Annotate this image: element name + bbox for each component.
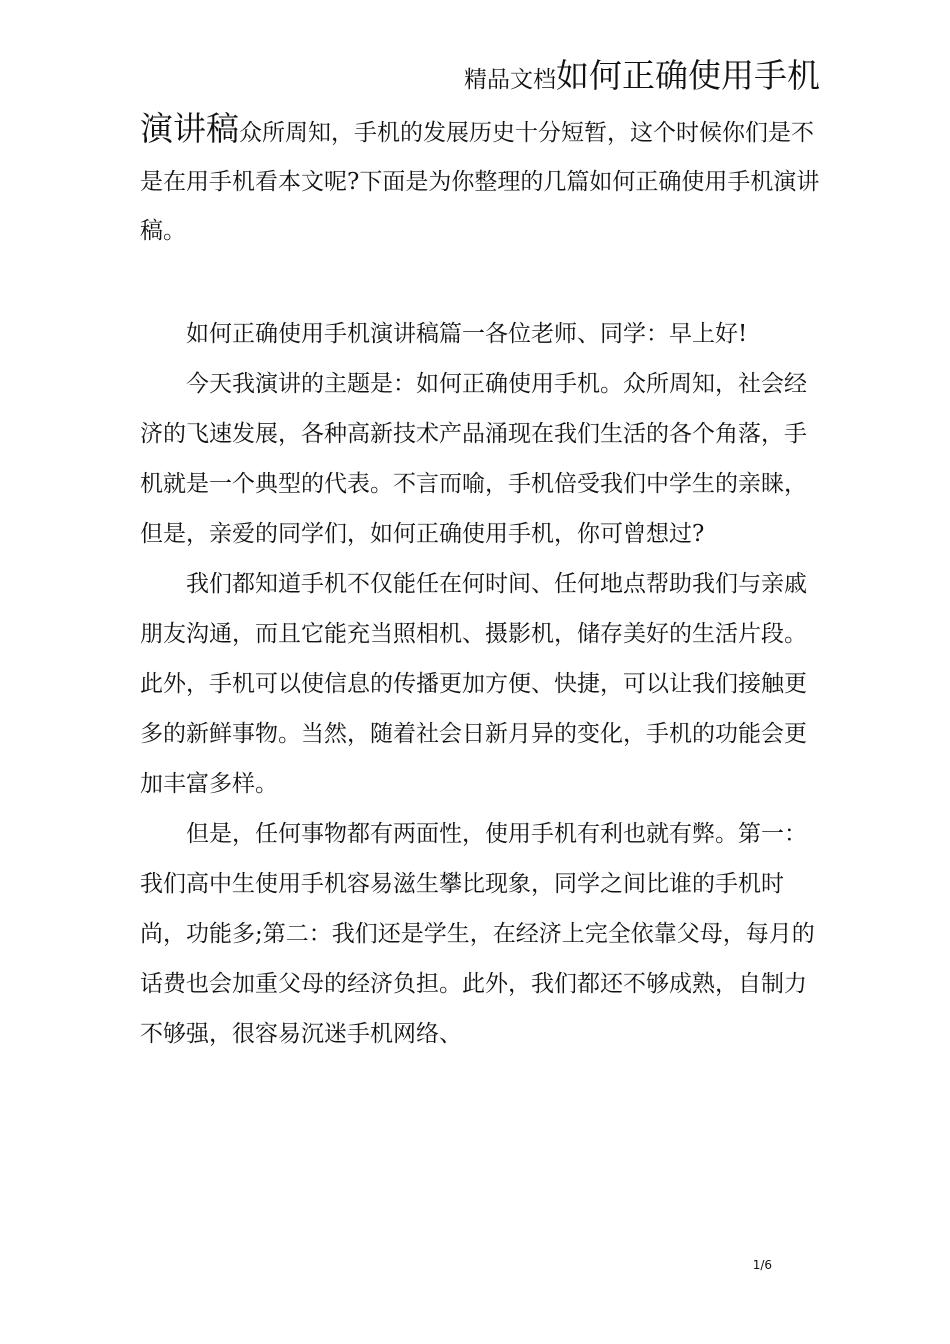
intro-text: 众所周知，手机的发展历史十分短暂，这个时候你们是不是在用手机看本文呢?下面是为你整理的几篇如何正确使用手机演讲稿。 [140,120,820,244]
body-text [140,309,822,1059]
header-label: 精品文档 [464,67,556,93]
document-header [140,56,820,102]
paragraph-3: 我们都知道手机不仅能任在何时间、任何地点帮助我们与亲戚朋友沟通，而且它能充当照相机、摄影机，储存美好的生活片段。此外，手机可以使信息的传播更加方便、快捷，可以让我们接触更多的新鲜事物。当然，随着社会日新月异的变化，手机的功能会更加丰富多样。 [140,571,807,797]
paragraph-2: 今天我演讲的主题是：如何正确使用手机。众所周知，社会经济的飞速发展，各种高新技术产品涌现在我们生活的各个角落，手机就是一个典型的代表。不言而喻，手机倍受我们中学生的亲睐，但是，亲爱的同学们，如何正确使用手机，你可曾想过? [140,371,807,547]
page-number: 1/6 [752,1258,772,1272]
header-title: 如何正确使用手机 [556,56,820,95]
intro-paragraph [140,104,822,256]
title-continuation: 演讲稿 [140,109,239,148]
paragraph-4: 但是，任何事物都有两面性，使用手机有利也就有弊。第一：我们高中生使用手机容易滋生攀比现象，同学之间比谁的手机时尚，功能多;第二：我们还是学生，在经济上完全依靠父母，每月的话费也会加重父母的经济负担。此外，我们都还不够成熟，自制力不够强，很容易沉迷手机网络、 [140,821,815,1047]
paragraph-1: 如何正确使用手机演讲稿篇一各位老师、同学：早上好! [186,321,748,347]
